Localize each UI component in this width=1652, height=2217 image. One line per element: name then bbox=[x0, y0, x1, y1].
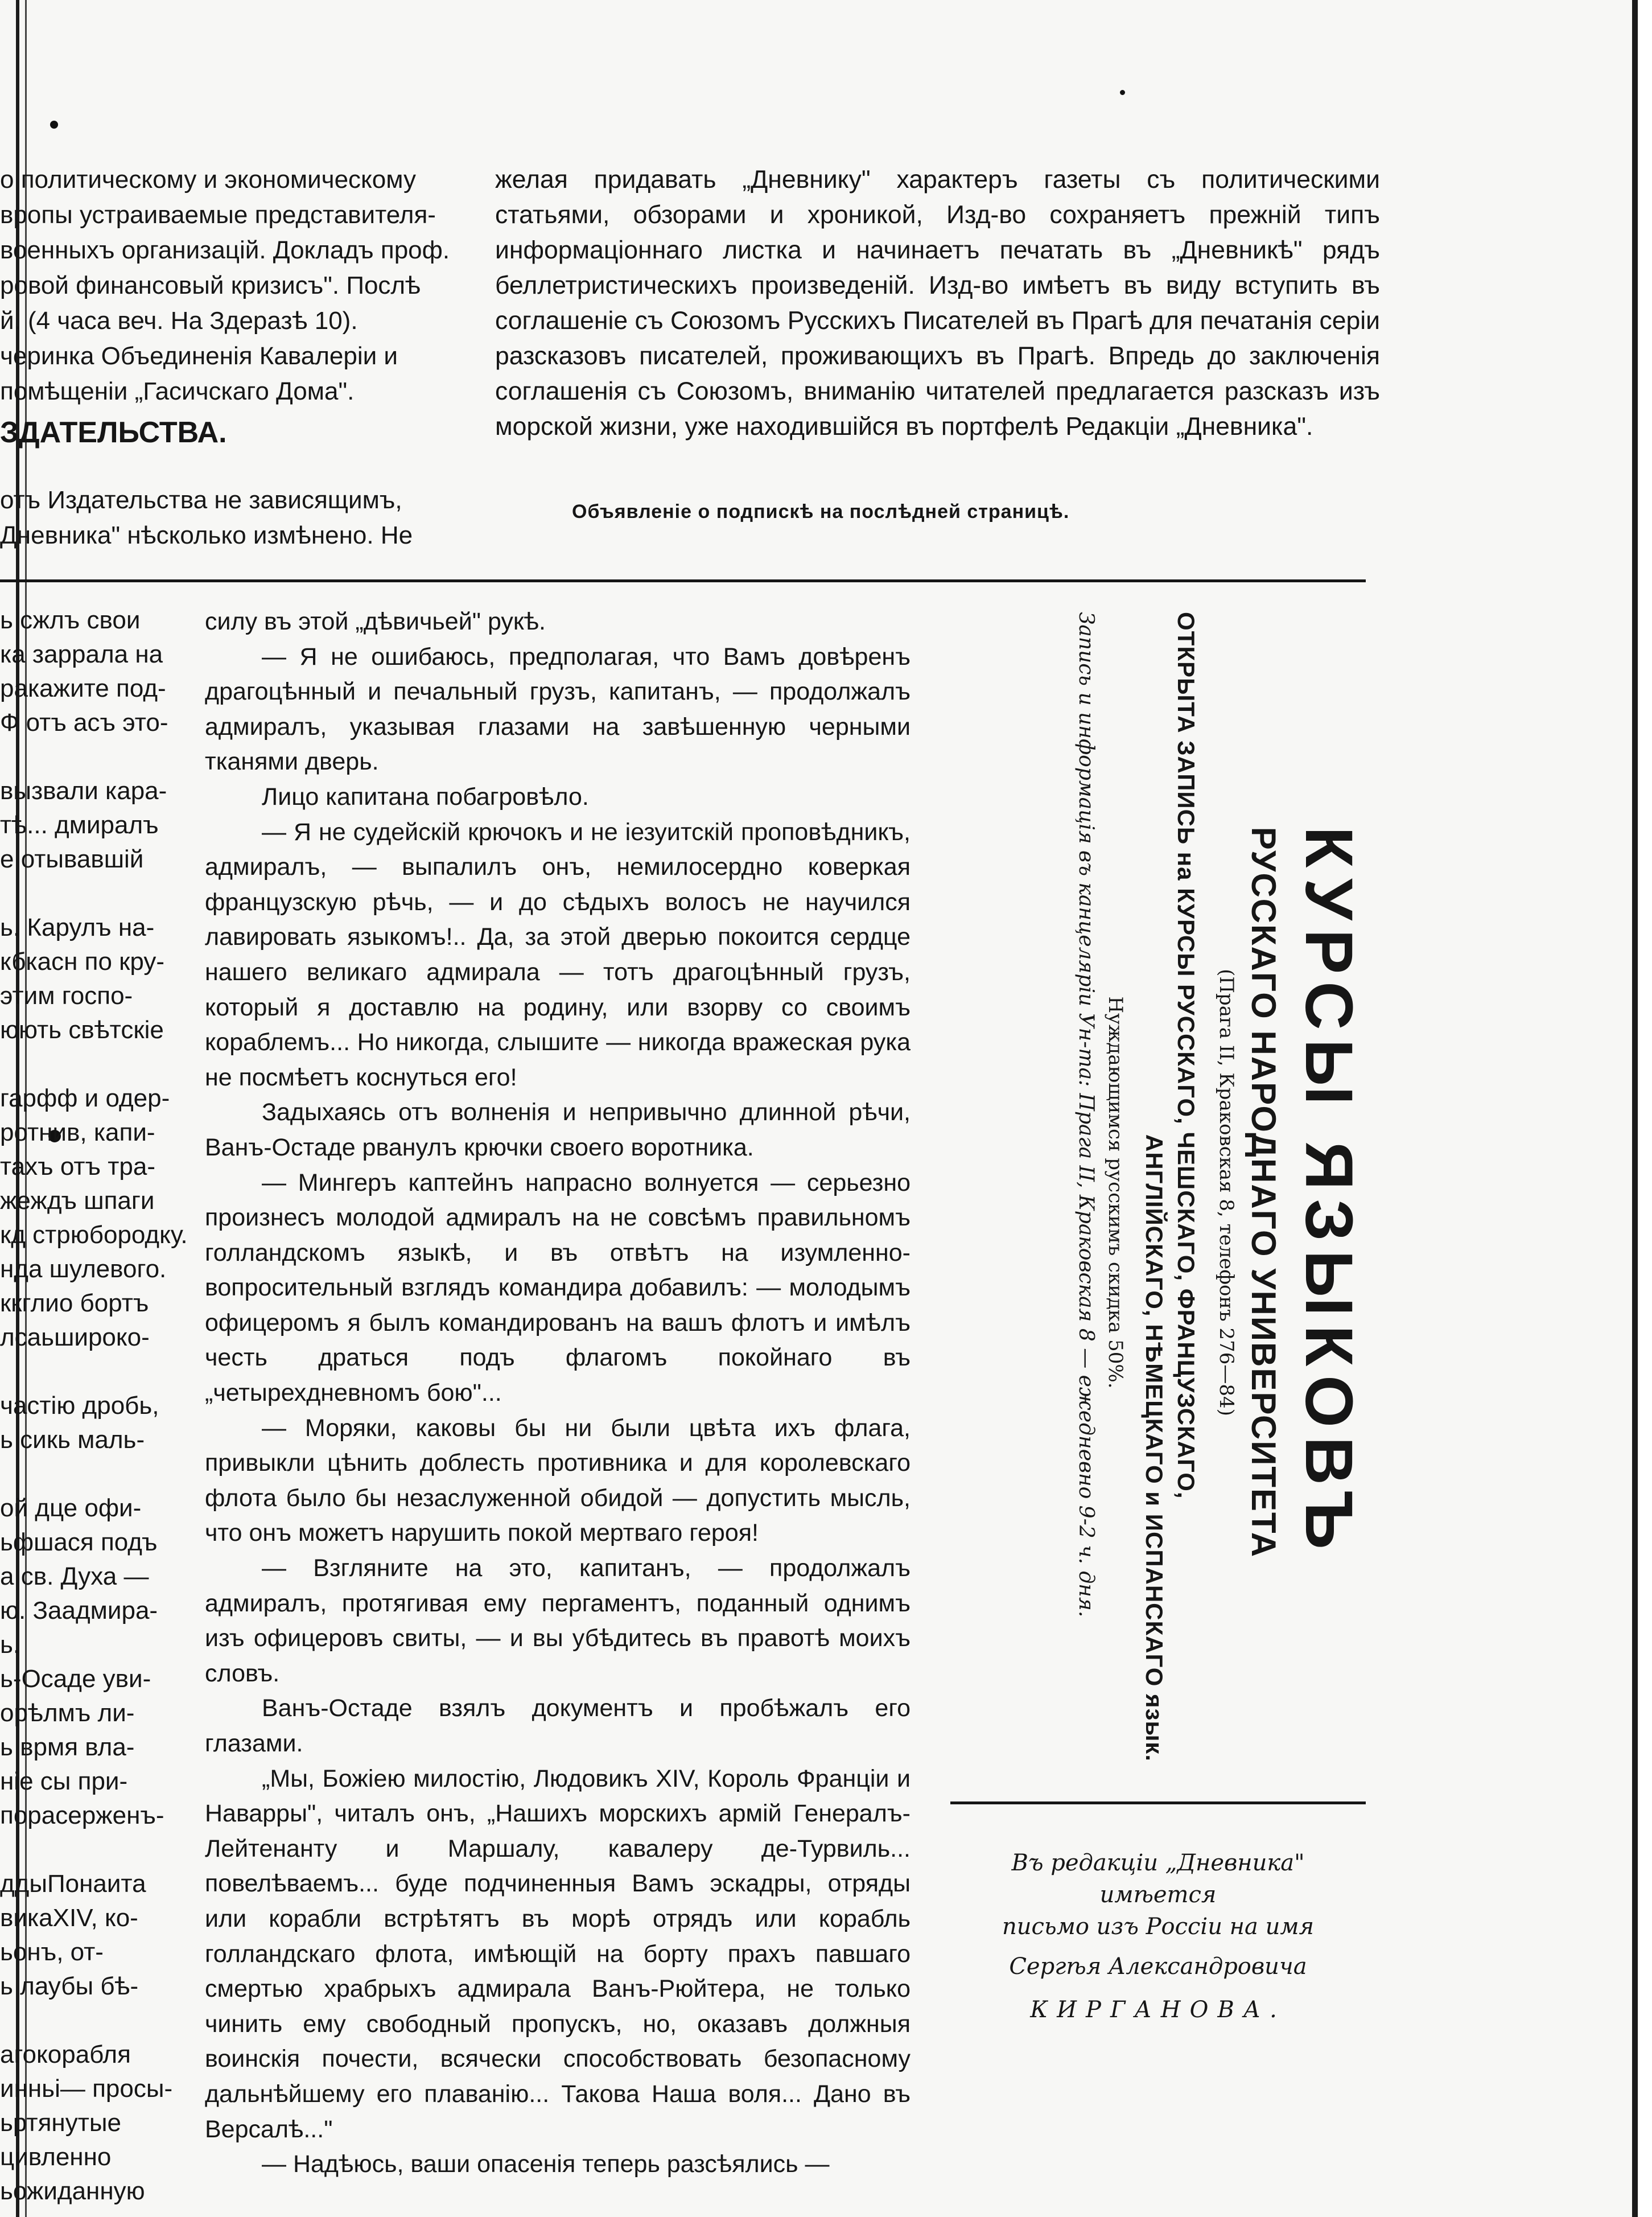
text-line: ккглио бортъ bbox=[0, 1289, 149, 1317]
text-line: ніе сы при- bbox=[0, 1767, 128, 1795]
text-line: инньі— просы- bbox=[0, 2075, 173, 2103]
story-paragraph: — Мингеръ каптейнъ напрасно волнуется — серьезно произнесъ молодой адмиралъ на не совсѣмъ правильномъ голландскомъ языкѣ, и въ отвѣтъ на изумленно-вопросительный взглядъ командира добавилъ: — молодымъ офицеромъ я былъ командированъ на вашъ флотъ и имѣлъ честь драться подъ флагомъ покойнаго въ „четырехдневномъ бою"... bbox=[205, 1169, 911, 1407]
announcement-text: желая придавать „Дневнику" характеръ газеты съ политическими статьями, обзорами и хроникой, Изд-во сохраняетъ прежній типъ информаціоннаго листка и начинаетъ печатать въ „Дневникѣ" рядъ беллетристическихъ произведеній. Изд-во имѣетъ въ виду вступить въ соглашеніе съ Союзомъ Русскихъ Писателей въ Прагѣ для печатанія серіи разсказовъ писателей, проживающихъ въ Прагѣ. Впредь до заключенія соглашенія съ Союзомъ, вниманію читателей предлагается разсказъ изъ морской жизни, уже находившійся въ портфелѣ Редакціи „Дневника". bbox=[495, 166, 1380, 441]
section-heading: ЗДАТЕЛЬСТВА. bbox=[0, 416, 227, 449]
ad-subtitle: РУССКАГО НАРОДНАГО УНИВЕРСИТЕТА bbox=[1245, 826, 1283, 1558]
left-column-fragment bbox=[0, 603, 188, 2208]
text-line: нда шулевого. bbox=[0, 1255, 167, 1283]
text-line: тѣ... дмиралъ bbox=[0, 811, 159, 839]
ink-speck bbox=[50, 121, 58, 129]
text-line: ка заррала на bbox=[0, 640, 163, 668]
story-paragraph: — Моряки, каковы бы ни были цвѣта ихъ флага, привыкли цѣнить доблесть противника и для королевскаго флота было бы незаслуженной обидой — допустить мысль, что онъ можетъ нарушить покой мертваго героя! bbox=[205, 1414, 911, 1547]
text-line: ракажите под- bbox=[0, 674, 166, 702]
language-courses-ad bbox=[962, 612, 1371, 1773]
text-line: этим госпо- bbox=[0, 982, 133, 1010]
text-line: Дневника" нѣсколько измѣнено. Не bbox=[0, 521, 413, 549]
text-line: юють свѣтскіе bbox=[0, 1016, 164, 1044]
text-line bbox=[0, 1047, 188, 1081]
ad-title: КУРСЫ ЯЗЫКОВЪ bbox=[1291, 826, 1366, 1558]
text-line: ь сикь маль- bbox=[0, 1426, 145, 1454]
ink-speck bbox=[1120, 90, 1125, 95]
page-edge bbox=[1632, 0, 1638, 2217]
letter-line: письмо изъ Россіи на имя bbox=[1002, 1914, 1314, 1940]
text-line bbox=[0, 2004, 188, 2038]
text-line: ю. Заадмира- bbox=[0, 1597, 158, 1624]
text-line: помѣщеніи „Гасичскаго Дома". bbox=[0, 377, 355, 405]
text-line: викаXIV, ко- bbox=[0, 1904, 138, 1932]
text-line: ьожиданную bbox=[0, 2177, 145, 2205]
text-line: орѣлмъ ли- bbox=[0, 1699, 135, 1727]
ad-discount: Нуждающимся русскимъ скидка 50%. bbox=[1104, 996, 1127, 1389]
ad-address: (Прага II, Краковская 8, телефонъ 276—84) bbox=[1215, 969, 1238, 1416]
text-line: военныхъ организацій. Докладъ проф. bbox=[0, 236, 450, 264]
text-line: тахъ отъ тра- bbox=[0, 1153, 155, 1181]
story-paragraph: Задыхаясь отъ волненія и непривычно длинной рѣчи, Ванъ-Остаде рванулъ крючки своего воротника. bbox=[205, 1099, 911, 1161]
text-line: ддыПонаита bbox=[0, 1870, 146, 1898]
text-line: а св. Духа — bbox=[0, 1562, 149, 1590]
story-paragraph: Лицо капитана побагровѣло. bbox=[262, 783, 589, 811]
text-line: кд стрюбородку. bbox=[0, 1221, 188, 1249]
ad-bottom-rule bbox=[950, 1801, 1366, 1804]
subscription-notice: Объявленіе о подпискѣ на послѣдней страницѣ. bbox=[572, 501, 1070, 523]
text-line: ь врмя вла- bbox=[0, 1733, 135, 1761]
text-line: ьонъ, от- bbox=[0, 1938, 104, 1966]
text-line bbox=[0, 1355, 188, 1389]
text-line: ротнив, капи- bbox=[0, 1118, 155, 1146]
story-paragraph: — Я не ошибаюсь, предполагая, что Вамъ довѣренъ драгоцѣнный и печальный грузъ, капитанъ, — продолжалъ адмиралъ, указывая глазами на завѣшенную черными тканями дверь. bbox=[205, 643, 911, 776]
ad-enrolment-line: ОТКРЫТА ЗАПИСЬ на КУРСЫ РУССКАГО, ЧЕШСКАГО, ФРАНЦУЗСКАГО, bbox=[1173, 612, 1200, 1499]
story-paragraph: — Я не судейскій крючокъ и не іезуитскій проповѣдникъ, адмиралъ, — выпалилъ онъ, немилосердно коверкая французскую рѣчь, — и до сѣдыхъ волосъ не научился лавировать языкомъ!.. Да, за этой дверью покоится сердце нашего великаго адмирала — тотъ драгоцѣнный грузъ, который я доставлю на родину, или взорву со своимъ кораблемъ... Но никогда, слышите — никогда вражеская рука не посмѣетъ коснуться его! bbox=[205, 818, 911, 1091]
text-line: лсаьшироко- bbox=[0, 1323, 150, 1351]
text-line bbox=[0, 877, 188, 911]
publisher-announcement bbox=[495, 162, 1380, 445]
text-line: ь. Карулъ на- bbox=[0, 914, 155, 941]
story-column bbox=[205, 604, 911, 2182]
story-paragraph: силу въ этой „дѣвичьей" рукѣ. bbox=[205, 608, 546, 635]
text-line: цивленно bbox=[0, 2143, 112, 2171]
text-line: о политическому и экономическому bbox=[0, 166, 417, 194]
ad-languages-line: АНГЛІЙСКАГО, НѢМЕЦКАГО и ИСПАНСКАГО язык. bbox=[1141, 1134, 1168, 1762]
story-paragraph: — Взгляните на это, капитанъ, — продолжалъ адмиралъ, протягивая ему пергаментъ, поданный однимъ изъ офицеровъ свиты, — и вы убѣдитесь въ правотѣ моихъ словъ. bbox=[205, 1554, 911, 1687]
text-line bbox=[0, 740, 188, 774]
text-line: Ф отъ асъ это- bbox=[0, 709, 168, 737]
text-line: вызвали кара- bbox=[0, 777, 167, 805]
text-line: частію дробь, bbox=[0, 1392, 159, 1420]
text-line: пораcерженъ- bbox=[0, 1801, 164, 1829]
text-line: ь лаубы бѣ- bbox=[0, 1972, 139, 2000]
story-paragraph: Ванъ-Остаде взялъ документъ и пробѣжалъ его глазами. bbox=[205, 1694, 911, 1757]
top-left-fragment bbox=[0, 162, 472, 409]
letter-notice bbox=[950, 1847, 1366, 2026]
text-line: кбкасн по кру- bbox=[0, 948, 165, 976]
text-line: черинка Объединенія Кавалеріи и bbox=[0, 342, 398, 370]
text-line: жеждъ шпаги bbox=[0, 1187, 155, 1215]
text-line: ьртянутые bbox=[0, 2109, 121, 2137]
publisher-fragment bbox=[0, 483, 472, 553]
column-divider bbox=[0, 579, 1366, 582]
text-line: ьфшася подъ bbox=[0, 1528, 158, 1556]
text-line: ь. bbox=[0, 1631, 20, 1659]
letter-line: Въ редакціи „Дневника" имѣется bbox=[1011, 1850, 1305, 1908]
text-line: ровой финансовый кризисъ". Послѣ bbox=[0, 272, 421, 299]
text-line: й. (4 часа веч. На Здеразѣ 10). bbox=[0, 307, 358, 335]
story-paragraph: „Мы, Божіею милостію, Людовикъ XIV, Король Франціи и Наварры", читалъ онъ, „Нашихъ морскихъ армій Генералъ-Лейтенанту и Маршалу, кавалеру де-Турвиль... повелѣваемъ... буде подчиненныя Вамъ эскадры, отряды или корабли встрѣтятъ въ морѣ отрядъ или корабль голландскаго флота, имѣющій на борту прахъ павшаго смертью храбрыхъ адмирала Ванъ-Рюйтера, не только чинить ему свободный пропускъ, но, оказавъ должныя воинскія почести, всячески способствовать безопасному дальнѣйшему его плаванію... Такова Наша воля... Дано въ Версалѣ..." bbox=[205, 1764, 911, 2143]
story-paragraph: — Надѣюсь, ваши опасенія теперь разсѣялись — bbox=[262, 2150, 830, 2178]
ad-info: Запись и информація въ канцеляріи Ун-та: Прага II, Краковская 8 — ежедневно 9-2 ч. дня. bbox=[1074, 612, 1098, 1618]
recipient-name: КИРГАНОВА. bbox=[1030, 1997, 1286, 2023]
text-line: вропы устраиваемые представителя- bbox=[0, 201, 436, 229]
text-line: ь сжлъ свои bbox=[0, 606, 141, 634]
page-margin bbox=[1639, 0, 1652, 2217]
text-line: ь-Осаде уви- bbox=[0, 1665, 151, 1693]
text-line: агокорабля bbox=[0, 2041, 131, 2068]
text-line: ой дце офи- bbox=[0, 1494, 142, 1522]
text-line bbox=[0, 1457, 188, 1491]
text-line: гарфф и одер- bbox=[0, 1084, 170, 1112]
text-line: е отывавшій bbox=[0, 845, 144, 873]
letter-line: Сергѣя Александровича bbox=[1009, 1953, 1307, 1980]
text-line: отъ Издательства не зависящимъ, bbox=[0, 486, 402, 514]
text-line bbox=[0, 1833, 188, 1867]
